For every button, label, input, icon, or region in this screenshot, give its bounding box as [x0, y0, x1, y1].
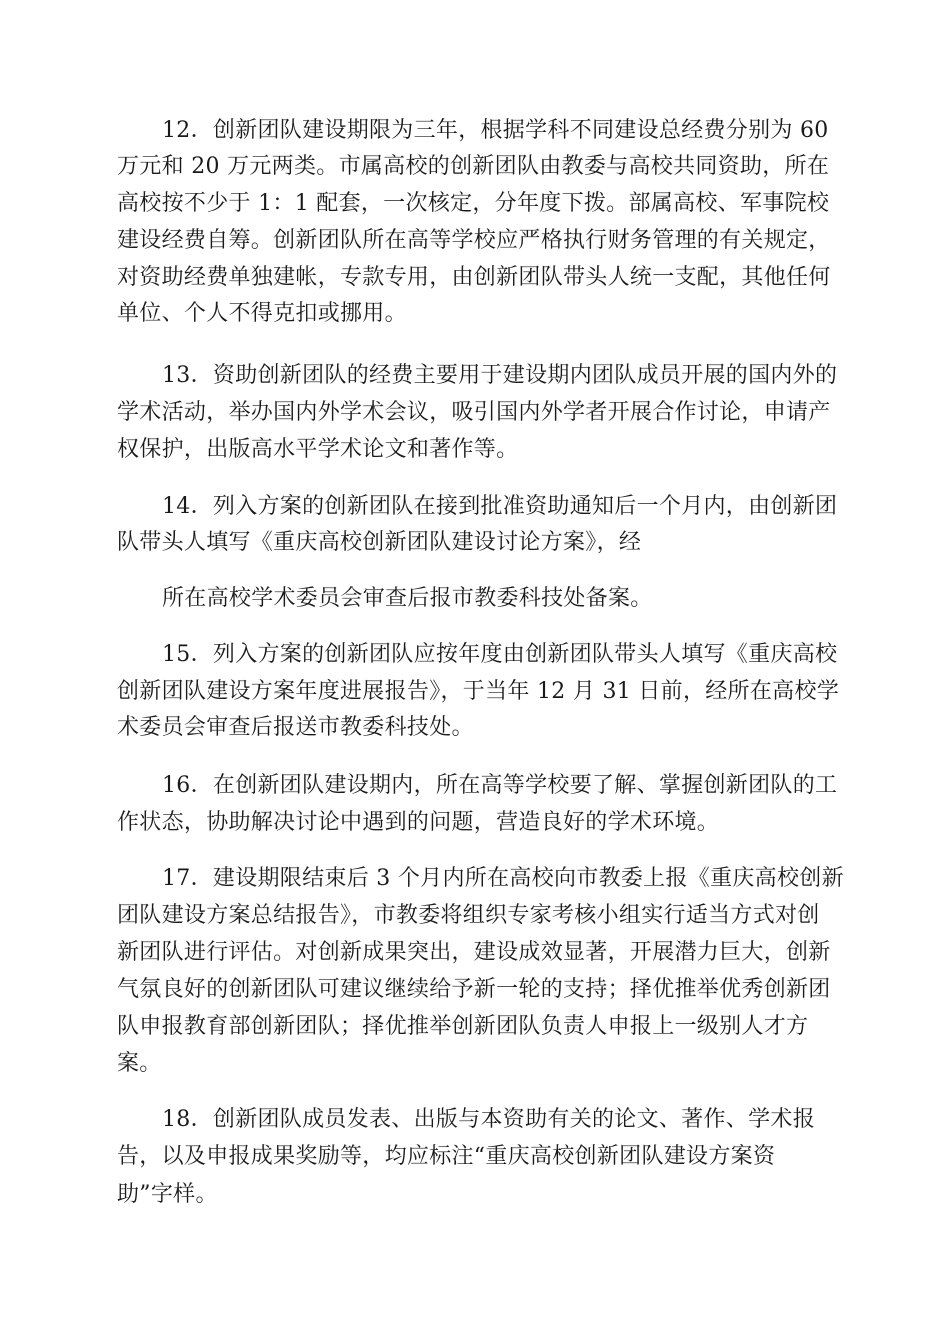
text-line: 16．在创新团队建设期内，所在高等学校要了解、掌握创新团队的工 — [162, 773, 838, 798]
text-line: 所在高校学术委员会审查后报市教委科技处备案。 — [162, 586, 653, 611]
text-line: 团队建设方案总结报告》，市教委将组织专家考核小组实行适当方式对创 — [117, 903, 820, 928]
text-line: 术委员会审查后报送市教委科技处。 — [117, 715, 474, 740]
text-line: 对资助经费单独建帐，专款专用，由创新团队带头人统一支配，其他任何 — [117, 265, 831, 290]
text-line: 18．创新团队成员发表、出版与本资助有关的论文、著作、学术报 — [162, 1107, 815, 1132]
text-line: 17．建设期限结束后 3 个月内所在高校向市教委上报《重庆高校创新 — [162, 866, 844, 891]
text-line: 12．创新团队建设期限为三年，根据学科不同建设总经费分别为 60 — [162, 118, 829, 143]
text-line: 学术活动，举办国内外学术会议，吸引国内外学者开展合作讨论，申请产 — [117, 400, 831, 425]
text-line: 万元和 20 万元两类。市属高校的创新团队由教委与高校共同资助，所在 — [117, 154, 830, 179]
text-line: 队申报教育部创新团队；择优推举创新团队负责人申报上一级别人才方 — [117, 1014, 809, 1039]
text-line: 高校按不少于 1：1 配套，一次核定，分年度下拨。部属高校、军事院校 — [117, 191, 830, 216]
text-line: 气氛良好的创新团队可建议继续给予新一轮的支持；择优推举优秀创新团 — [117, 977, 831, 1002]
text-line: 单位、个人不得克扣或挪用。 — [117, 301, 407, 326]
text-line: 14．列入方案的创新团队在接到批准资助通知后一个月内，由创新团 — [162, 494, 838, 519]
text-line: 案。 — [117, 1051, 162, 1076]
text-line: 新团队进行评估。对创新成果突出，建设成效显著，开展潜力巨大，创新 — [117, 940, 831, 965]
text-line: 作状态，协助解决讨论中遇到的问题，营造良好的学术环境。 — [117, 810, 720, 835]
text-line: 建设经费自筹。创新团队所在高等学校应严格执行财务管理的有关规定， — [117, 228, 831, 253]
text-line: 队带头人填写《重庆高校创新团队建设讨论方案》，经 — [117, 530, 642, 555]
text-line: 创新团队建设方案年度进展报告》，于当年 12 月 31 日前，经所在高校学 — [117, 679, 840, 704]
text-line: 15．列入方案的创新团队应按年度由创新团队带头人填写《重庆高校 — [162, 642, 838, 667]
text-line: 13．资助创新团队的经费主要用于建设期内团队成员开展的国内外的 — [162, 363, 838, 388]
text-line: 助”字样。 — [117, 1182, 218, 1207]
text-line: 告，以及申报成果奖励等，均应标注“重庆高校创新团队建设方案资 — [117, 1144, 776, 1169]
text-line: 权保护，出版高水平学术论文和著作等。 — [117, 437, 519, 462]
